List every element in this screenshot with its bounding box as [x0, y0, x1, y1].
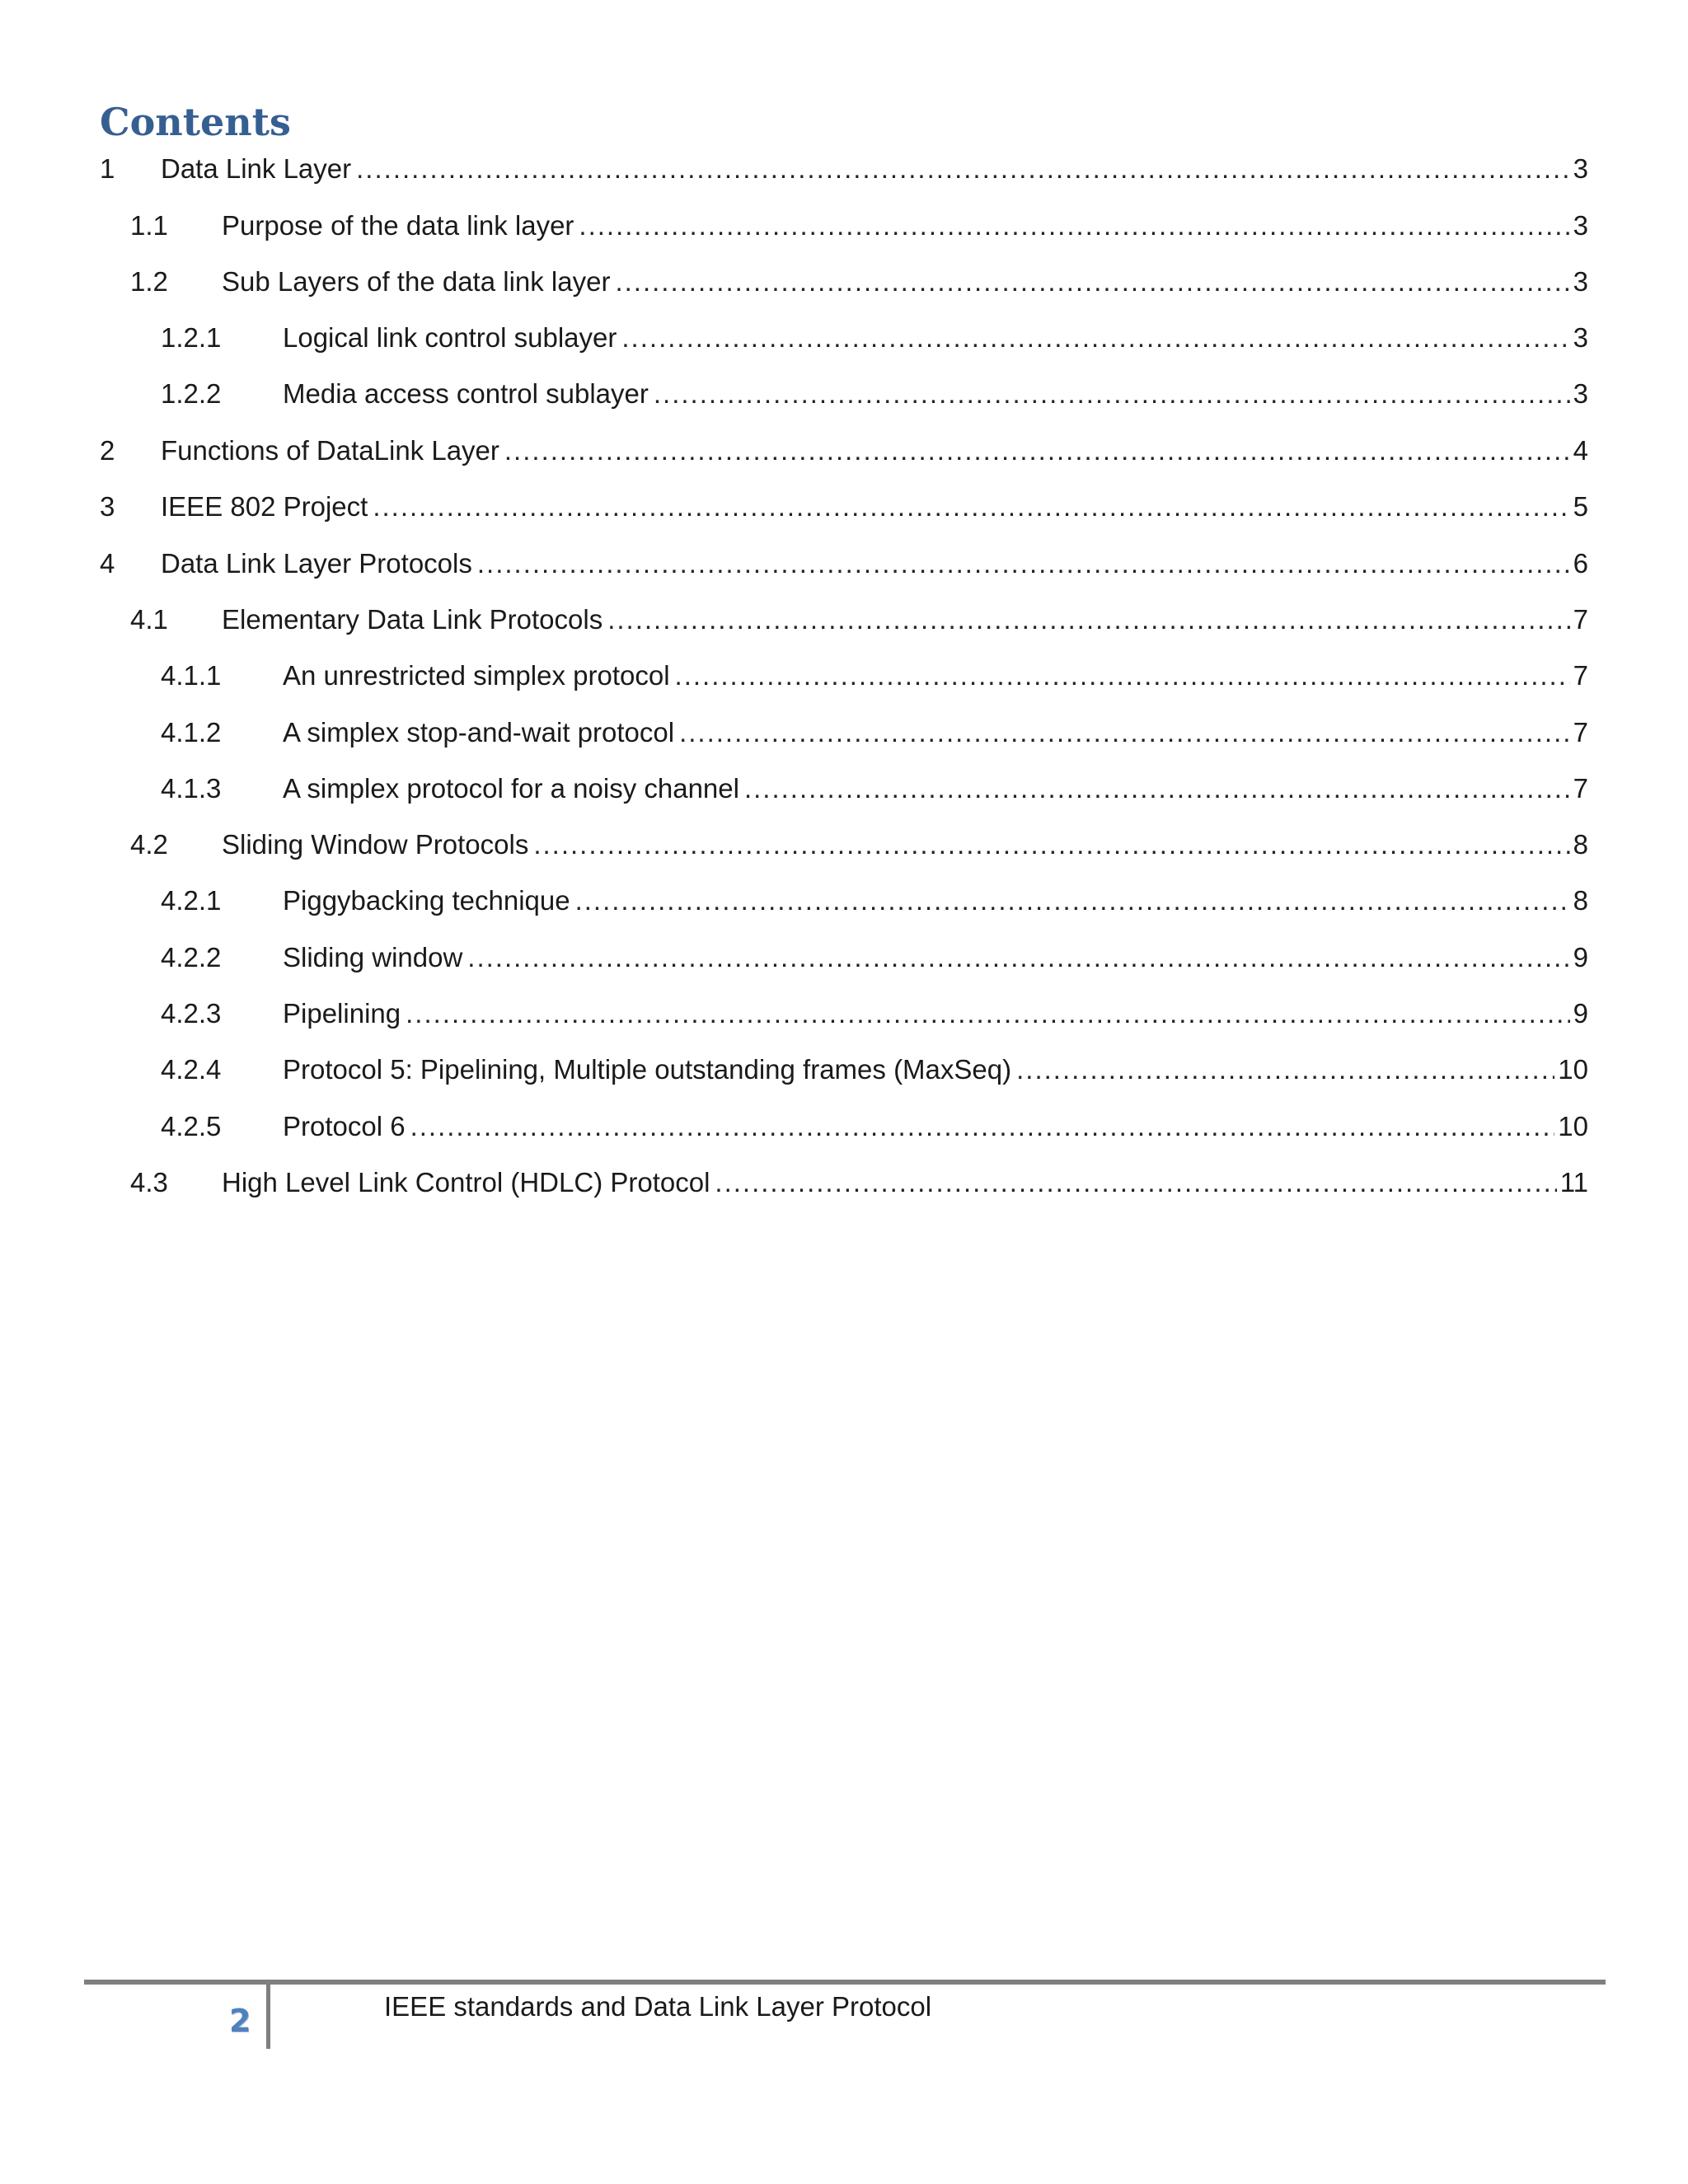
footer-page-number: 2: [229, 2003, 251, 2039]
toc-entry-title: A simplex stop-and-wait protocol: [283, 717, 675, 748]
footer-divider: [266, 1985, 270, 2049]
toc-entry-title: Protocol 6: [283, 1111, 406, 1141]
toc-entry-title: High Level Link Control (HDLC) Protocol: [222, 1167, 710, 1197]
toc-entry-page: 7: [1573, 773, 1588, 804]
toc-entry-title: Logical link control sublayer: [283, 322, 617, 353]
toc-entry-4-2-3[interactable]: [161, 994, 1588, 1033]
toc-entry-number: 1.2: [130, 266, 168, 297]
toc-entry-4-3[interactable]: [130, 1163, 1588, 1202]
toc-entry-1-2-2[interactable]: [161, 374, 1588, 414]
toc-entry-4-1[interactable]: [130, 600, 1588, 640]
toc-entry-title: Functions of DataLink Layer: [161, 435, 499, 466]
toc-entry-page: 7: [1573, 717, 1588, 748]
toc-dot-leader: [356, 149, 1570, 189]
toc-entry-page: 6: [1573, 548, 1588, 579]
toc-dot-leader: [621, 318, 1569, 358]
toc-entry-1-2-1[interactable]: [161, 318, 1588, 358]
toc-entry-4-1-3[interactable]: [161, 769, 1588, 808]
toc-entry-page: 10: [1558, 1111, 1588, 1141]
toc-dot-leader: [679, 713, 1570, 752]
toc-entry-4-1-2[interactable]: [161, 713, 1588, 752]
toc-entry-page: 3: [1573, 153, 1588, 184]
toc-entry-number: 4.3: [130, 1167, 168, 1197]
toc-entry-title: An unrestricted simplex protocol: [283, 660, 670, 691]
footer-document-title: IEEE standards and Data Link Layer Protocol: [384, 1991, 932, 2022]
toc-entry-title: Protocol 5: Pipelining, Multiple outstanding frames (MaxSeq): [283, 1054, 1012, 1085]
toc-entry-page: 9: [1573, 998, 1588, 1029]
toc-entry-page: 8: [1573, 829, 1588, 860]
toc-dot-leader: [607, 600, 1569, 640]
toc-entry-2[interactable]: [100, 431, 1588, 471]
toc-entry-title: A simplex protocol for a noisy channel: [283, 773, 739, 804]
toc-entry-page: 4: [1573, 435, 1588, 466]
toc-entry-number: 4.1.3: [161, 773, 222, 804]
toc-entry-title: Sub Layers of the data link layer: [222, 266, 611, 297]
toc-dot-leader: [410, 1107, 1555, 1146]
toc-entry-1-2[interactable]: [130, 262, 1588, 302]
toc-entry-number: 2: [100, 435, 115, 466]
footer-rule: [84, 1980, 1606, 1985]
toc-entry-number: 4.1.2: [161, 717, 222, 748]
toc-entry-page: 7: [1573, 660, 1588, 691]
toc-entry-number: 1.2.1: [161, 322, 222, 353]
toc-entry-number: 4.2.2: [161, 942, 222, 972]
toc-entry-page: 3: [1573, 266, 1588, 297]
toc-dot-leader: [575, 881, 1570, 921]
toc-entry-4-2-5[interactable]: [161, 1107, 1588, 1146]
toc-entry-number: 4: [100, 548, 115, 579]
toc-entry-title: IEEE 802 Project: [161, 491, 368, 522]
toc-entry-page: 11: [1559, 1167, 1588, 1197]
toc-entry-page: 3: [1573, 378, 1588, 409]
toc-dot-leader: [406, 994, 1570, 1033]
toc-entry-1-1[interactable]: [130, 206, 1588, 246]
toc-entry-4-2-1[interactable]: [161, 881, 1588, 921]
toc-dot-leader: [477, 544, 1570, 583]
toc-entry-title: Elementary Data Link Protocols: [222, 604, 603, 635]
toc-entry-title: Data Link Layer Protocols: [161, 548, 472, 579]
toc-entry-number: 1: [100, 153, 115, 184]
toc-entry-page: 3: [1573, 210, 1588, 241]
toc-dot-leader: [373, 487, 1569, 527]
toc-entry-title: Data Link Layer: [161, 153, 352, 184]
toc-entry-number: 4.2.4: [161, 1054, 222, 1085]
toc-heading: Contents: [100, 100, 291, 144]
toc-entry-1[interactable]: [100, 149, 1588, 189]
toc-entry-number: 4.2.3: [161, 998, 222, 1029]
toc-entry-page: 5: [1573, 491, 1588, 522]
toc-dot-leader: [744, 769, 1570, 808]
toc-entry-title: Purpose of the data link layer: [222, 210, 574, 241]
toc-entry-page: 8: [1573, 885, 1588, 916]
toc-entry-title: Sliding window: [283, 942, 463, 972]
toc-entry-title: Pipelining: [283, 998, 401, 1029]
toc-entry-number: 4.2.5: [161, 1111, 222, 1141]
toc-entry-number: 4.1: [130, 604, 168, 635]
toc-entry-3[interactable]: [100, 487, 1588, 527]
toc-entry-4-2-2[interactable]: [161, 938, 1588, 977]
toc-entry-title: Piggybacking technique: [283, 885, 570, 916]
toc-entry-title: Media access control sublayer: [283, 378, 649, 409]
toc-dot-leader: [504, 431, 1570, 471]
toc-dot-leader: [467, 938, 1569, 977]
toc-dot-leader: [615, 262, 1569, 302]
toc-dot-leader: [715, 1163, 1556, 1202]
toc-entry-page: 10: [1558, 1054, 1588, 1085]
toc-entry-number: 3: [100, 491, 115, 522]
toc-dot-leader: [533, 825, 1569, 865]
toc-entry-number: 4.2: [130, 829, 168, 860]
toc-entry-number: 4.1.1: [161, 660, 222, 691]
toc-entry-number: 1.1: [130, 210, 168, 241]
toc-entry-number: 1.2.2: [161, 378, 222, 409]
toc-entry-page: 7: [1573, 604, 1588, 635]
toc-dot-leader: [579, 206, 1569, 246]
toc-entry-number: 4.2.1: [161, 885, 222, 916]
toc-dot-leader: [1016, 1050, 1554, 1090]
toc-entry-page: 3: [1573, 322, 1588, 353]
toc-entry-4[interactable]: [100, 544, 1588, 583]
toc-entry-4-1-1[interactable]: [161, 656, 1588, 696]
toc-entry-page: 9: [1573, 942, 1588, 972]
toc-dot-leader: [675, 656, 1570, 696]
toc-entry-4-2[interactable]: [130, 825, 1588, 865]
toc-dot-leader: [654, 374, 1570, 414]
toc-entry-title: Sliding Window Protocols: [222, 829, 529, 860]
toc-entry-4-2-4[interactable]: [161, 1050, 1588, 1090]
